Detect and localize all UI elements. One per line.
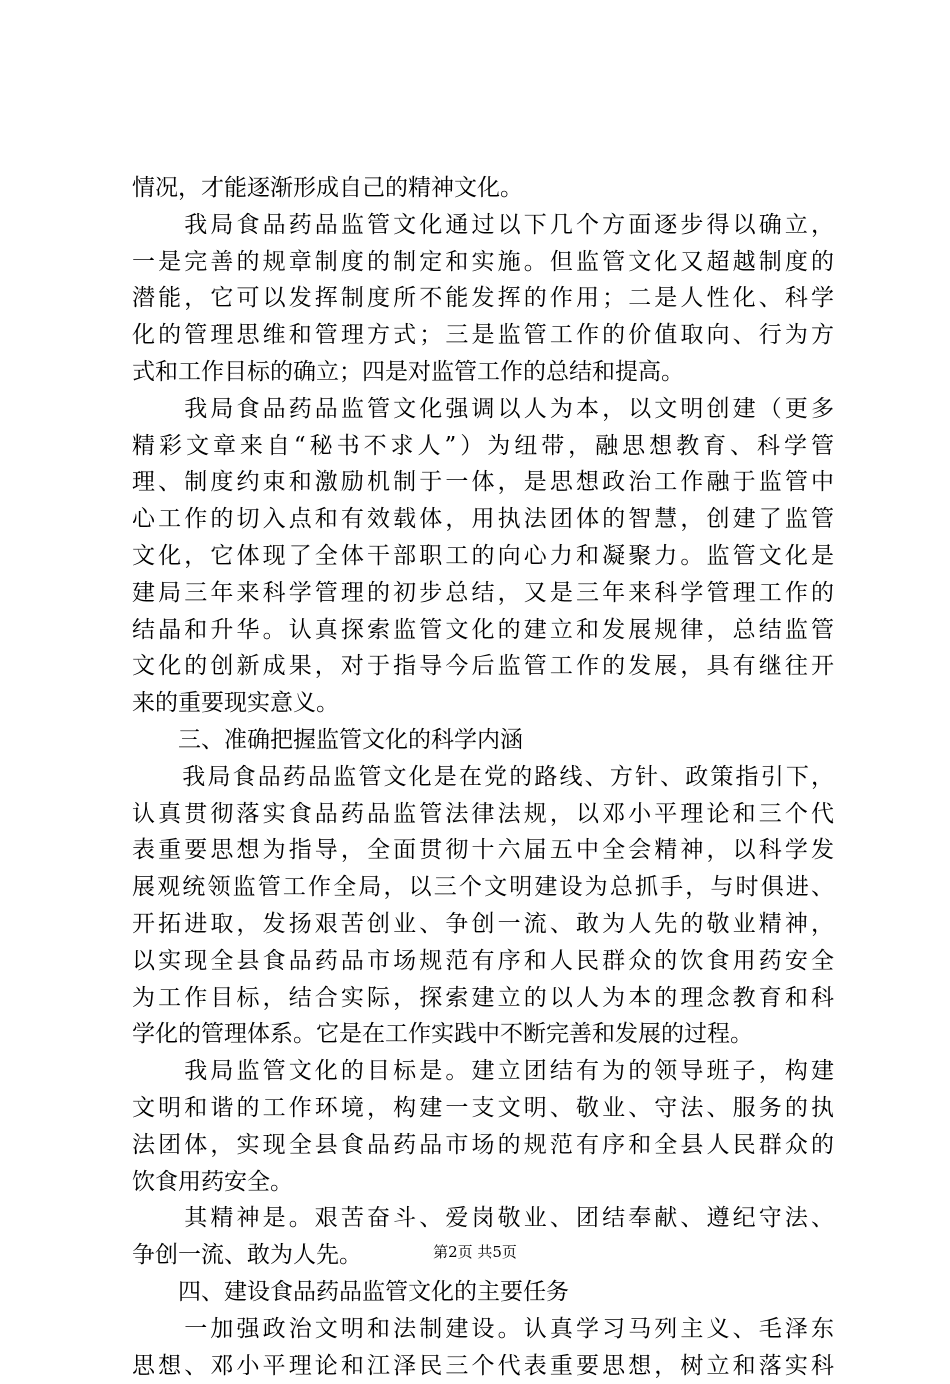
text-line: 结晶和升华。认真探索监管文化的建立和发展规律，总结监管 xyxy=(132,612,834,649)
text-line: 我局食品药品监管文化是在党的路线、方针、政策指引下， xyxy=(132,759,834,796)
text-line: 法团体，实现全县食品药品市场的规范有序和全县人民群众的 xyxy=(132,1127,834,1164)
text-line: 理、制度约束和激励机制于一体，是思想政治工作融于监管中 xyxy=(132,464,834,501)
text-line: 式和工作目标的确立；四是对监管工作的总结和提高。 xyxy=(132,354,834,391)
text-line: 开拓进取，发扬艰苦创业、争创一流、敢为人先的敬业精神， xyxy=(132,906,834,943)
text-line: 我局食品药品监管文化通过以下几个方面逐步得以确立， xyxy=(132,207,834,244)
text-line: 我局食品药品监管文化强调以人为本，以文明创建（更多 xyxy=(132,391,834,428)
text-line: 一加强政治文明和法制建设。认真学习马列主义、毛泽东 xyxy=(132,1311,834,1348)
text-line: 精彩文章来自“秘书不求人”）为纽带，融思想教育、科学管 xyxy=(132,428,834,465)
document-body xyxy=(132,170,834,1384)
text-line: 建局三年来科学管理的初步总结，又是三年来科学管理工作的 xyxy=(132,575,834,612)
text-line: 一是完善的规章制度的制定和实施。但监管文化又超越制度的 xyxy=(132,244,834,281)
text-line: 四、建设食品药品监管文化的主要任务 xyxy=(132,1274,834,1311)
text-line: 三、准确把握监管文化的科学内涵 xyxy=(132,722,834,759)
text-line: 文明和谐的工作环境，构建一支文明、敬业、守法、服务的执 xyxy=(132,1090,834,1127)
text-line: 文化，它体现了全体干部职工的向心力和凝聚力。监管文化是 xyxy=(132,538,834,575)
text-line: 为工作目标，结合实际，探索建立的以人为本的理念教育和科 xyxy=(132,980,834,1017)
page-footer: 第2页 共5页 xyxy=(0,1242,950,1262)
text-line: 以实现全县食品药品市场规范有序和人民群众的饮食用药安全 xyxy=(132,943,834,980)
text-line: 学化的管理体系。它是在工作实践中不断完善和发展的过程。 xyxy=(132,1016,834,1053)
text-line: 争创一流、敢为人先。 xyxy=(132,1237,834,1274)
text-line: 心工作的切入点和有效载体，用执法团体的智慧，创建了监管 xyxy=(132,501,834,538)
text-line: 文化的创新成果，对于指导今后监管工作的发展，具有继往开 xyxy=(132,648,834,685)
text-line: 认真贯彻落实食品药品监管法律法规，以邓小平理论和三个代 xyxy=(132,796,834,833)
text-line: 饮食用药安全。 xyxy=(132,1164,834,1201)
text-line: 潜能，它可以发挥制度所不能发挥的作用；二是人性化、科学 xyxy=(132,280,834,317)
text-line: 思想、邓小平理论和江泽民三个代表重要思想，树立和落实科 xyxy=(132,1348,834,1384)
text-line: 化的管理思维和管理方式；三是监管工作的价值取向、行为方 xyxy=(132,317,834,354)
text-line: 来的重要现实意义。 xyxy=(132,685,834,722)
text-line: 其精神是。艰苦奋斗、爱岗敬业、团结奉献、遵纪守法、 xyxy=(132,1200,834,1237)
text-line: 我局监管文化的目标是。建立团结有为的领导班子，构建 xyxy=(132,1053,834,1090)
text-line: 展观统领监管工作全局，以三个文明建设为总抓手，与时俱进、 xyxy=(132,869,834,906)
text-line: 情况，才能逐渐形成自己的精神文化。 xyxy=(132,170,834,207)
text-line: 表重要思想为指导，全面贯彻十六届五中全会精神，以科学发 xyxy=(132,832,834,869)
